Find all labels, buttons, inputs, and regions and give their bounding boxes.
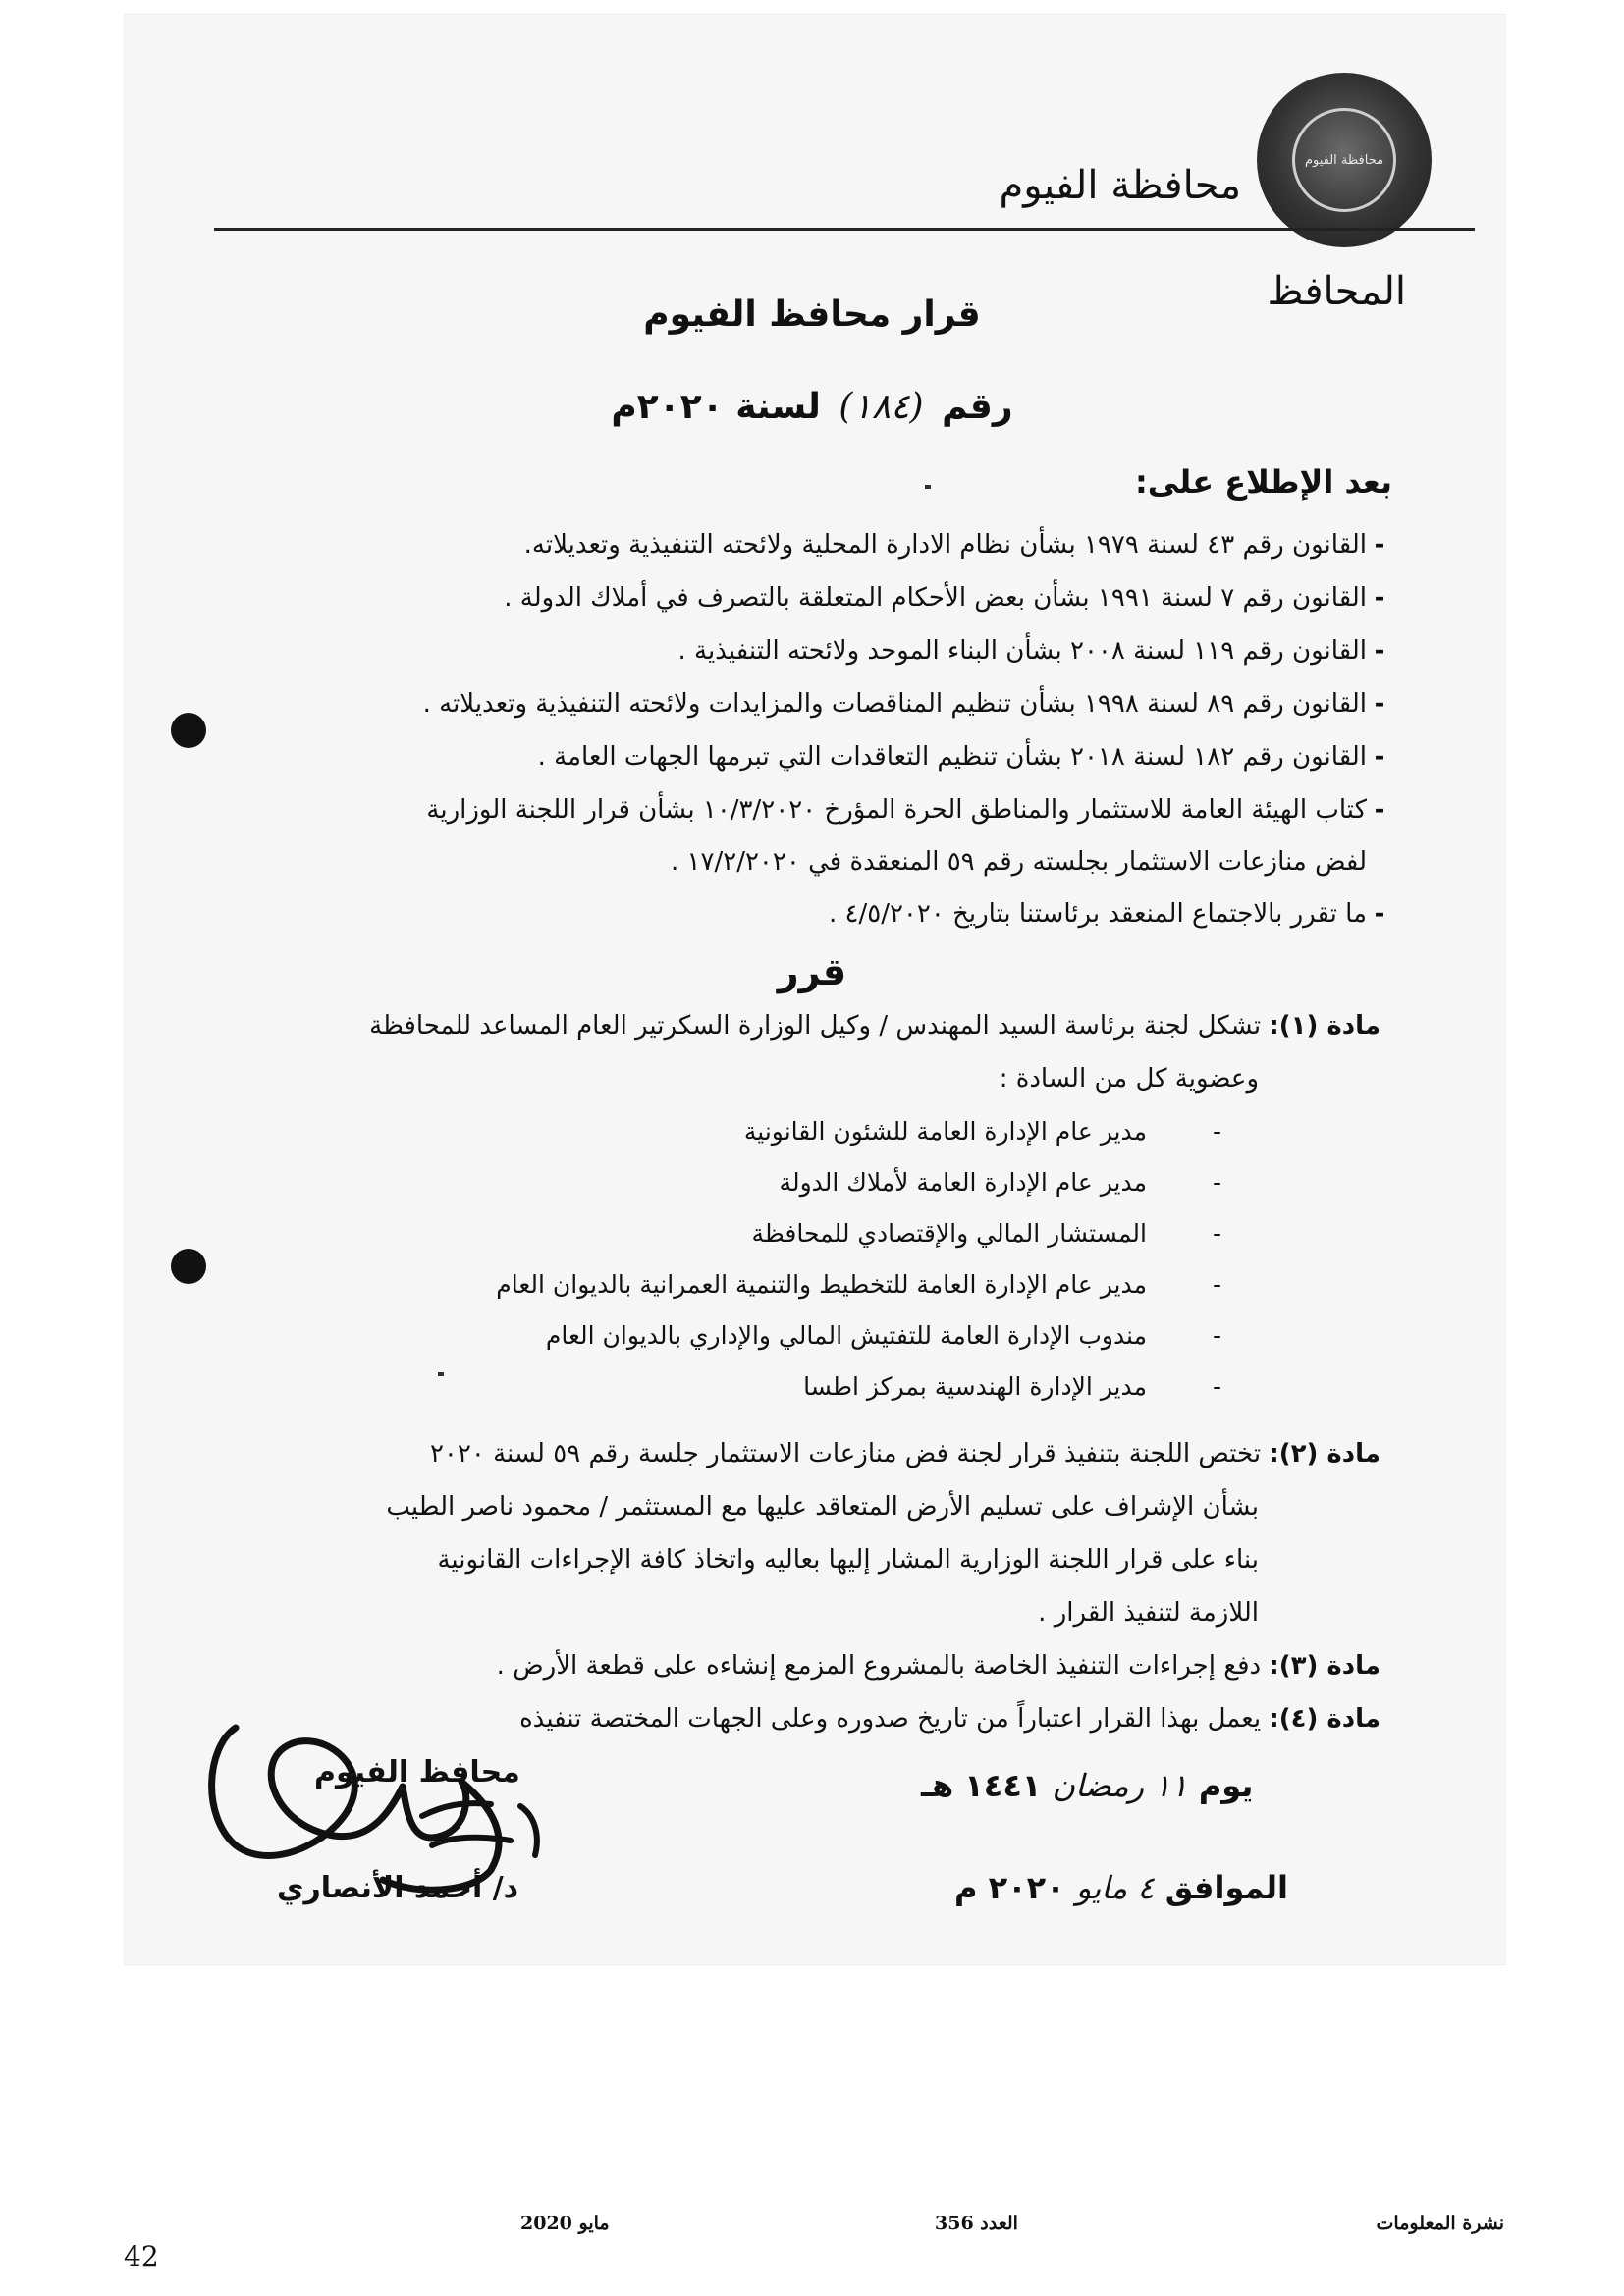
preamble-item: -القانون رقم ٤٣ لسنة ١٩٧٩ بشأن نظام الادارة المحلية ولائحته التنفيذية وتعديلاته.: [523, 530, 1385, 560]
hijri-year: ١٤٤١ هـ: [921, 1767, 1042, 1804]
article-2-line: بناء على قرار اللجنة الوزارية المشار إليها بعاليه واتخاذ كافة الإجراءات القانونية: [437, 1545, 1259, 1575]
signature-name: د/ أحمد الأنصاري: [277, 1871, 519, 1905]
article-2-line: اللازمة لتنفيذ القرار .: [1038, 1598, 1259, 1628]
committee-member: -مدير الإدارة الهندسية بمركز اطسا: [803, 1372, 1221, 1401]
article-1: [369, 1011, 1380, 1041]
preamble-item-continuation: لفض منازعات الاستثمار بجلسته رقم ٥٩ المنعقدة في ١٧/٢/٢٠٢٠ .: [671, 847, 1367, 877]
preamble-item: -كتاب الهيئة العامة للاستثمار والمناطق الحرة المؤرخ ١٠/٣/٢٠٢٠ بشأن قرار اللجنة الوزارية: [426, 795, 1385, 825]
committee-member: -مندوب الإدارة العامة للتفتيش المالي والإداري بالديوان العام: [545, 1321, 1221, 1350]
footer-issue: العدد 356: [935, 2213, 1018, 2234]
article-3-text: دفع إجراءات التنفيذ الخاصة بالمشروع المزمع إنشاءه على قطعة الأرض .: [496, 1651, 1262, 1681]
article-2-line: بشأن الإشراف على تسليم الأرض المتعاقد عليها مع المستثمر / محمود ناصر الطيب: [386, 1492, 1259, 1522]
governor-label: المحافظ: [1267, 269, 1406, 314]
article-2: [430, 1439, 1380, 1468]
article-1-members-intro: وعضوية كل من السادة :: [999, 1064, 1259, 1094]
decision-number-prefix: رقم: [942, 387, 1013, 427]
gregorian-date-handwritten: ٤ مايو: [1075, 1869, 1155, 1906]
preamble-item: -القانون رقم ٨٩ لسنة ١٩٩٨ بشأن تنظيم المناقصات والمزايدات ولائحته التنفيذية وتعديلاته .: [422, 689, 1385, 719]
article-3-label: مادة (٣):: [1269, 1651, 1380, 1681]
signature-title: محافظ الفيوم: [314, 1755, 520, 1789]
hijri-date-prefix: يوم: [1198, 1767, 1254, 1804]
decision-number: [0, 387, 1624, 427]
article-4-label: مادة (٤):: [1269, 1704, 1380, 1734]
committee-member: -المستشار المالي والإقتصادي للمحافظة: [751, 1219, 1221, 1248]
article-4-text: يعمل بهذا القرار اعتباراً من تاريخ صدوره وعلى الجهات المختصة تنفيذه: [519, 1704, 1262, 1734]
decree-heading: قرر: [777, 950, 847, 993]
decision-title: قرار محافظ الفيوم: [643, 294, 981, 335]
preamble-item: -القانون رقم ١١٩ لسنة ٢٠٠٨ بشأن البناء الموحد ولائحته التنفيذية .: [677, 636, 1385, 666]
footer-publication: نشرة المعلومات: [1376, 2213, 1504, 2234]
header-divider: [214, 228, 1475, 231]
footer-month: مايو 2020: [520, 2213, 610, 2234]
seal-text: محافظة الفيوم: [1292, 108, 1396, 212]
article-3: [497, 1651, 1380, 1681]
committee-member: -مدير عام الإدارة العامة لأملاك الدولة: [779, 1168, 1221, 1197]
punch-hole: [171, 713, 206, 748]
hijri-date-handwritten: ١١ رمضان: [1052, 1767, 1188, 1804]
decision-number-handwritten: (١٨٤): [839, 387, 924, 427]
article-1-label: مادة (١):: [1269, 1011, 1380, 1041]
article-2-line: تختص اللجنة بتنفيذ قرار لجنة فض منازعات الاستثمار جلسة رقم ٥٩ لسنة ٢٠٢٠: [429, 1439, 1262, 1468]
committee-member: -مدير عام الإدارة العامة للشئون القانونية: [743, 1117, 1221, 1146]
article-1-text: تشكل لجنة برئاسة السيد المهندس / وكيل الوزارة السكرتير العام المساعد للمحافظة: [369, 1011, 1262, 1041]
punch-hole: [171, 1249, 206, 1284]
gregorian-date-prefix: الموافق: [1164, 1869, 1288, 1906]
committee-member: -مدير عام الإدارة العامة للتخطيط والتنمية العمرانية بالديوان العام: [496, 1270, 1221, 1299]
governorate-name: محافظة الفيوم: [999, 163, 1241, 208]
hijri-date: [921, 1767, 1253, 1804]
preamble-item: -القانون رقم ١٨٢ لسنة ٢٠١٨ بشأن تنظيم التعاقدات التي تبرمها الجهات العامة .: [537, 742, 1385, 772]
gregorian-year: ٢٠٢٠ م: [954, 1869, 1065, 1906]
preamble-heading: بعد الإطلاع على:: [1134, 463, 1392, 501]
page-number: 42: [124, 2240, 159, 2272]
gregorian-date: [954, 1869, 1288, 1906]
decision-year: لسنة ٢٠٢٠م: [611, 387, 821, 427]
scan-speck: [925, 485, 931, 489]
preamble-item: -ما تقرر بالاجتماع المنعقد برئاستنا بتاريخ ٤/٥/٢٠٢٠ .: [828, 899, 1385, 929]
scan-speck: [438, 1372, 444, 1376]
article-4: [519, 1704, 1380, 1734]
article-2-label: مادة (٢):: [1269, 1439, 1380, 1468]
preamble-item: -القانون رقم ٧ لسنة ١٩٩١ بشأن بعض الأحكام المتعلقة بالتصرف في أملاك الدولة .: [504, 583, 1385, 613]
governorate-seal-icon: [1257, 73, 1432, 247]
